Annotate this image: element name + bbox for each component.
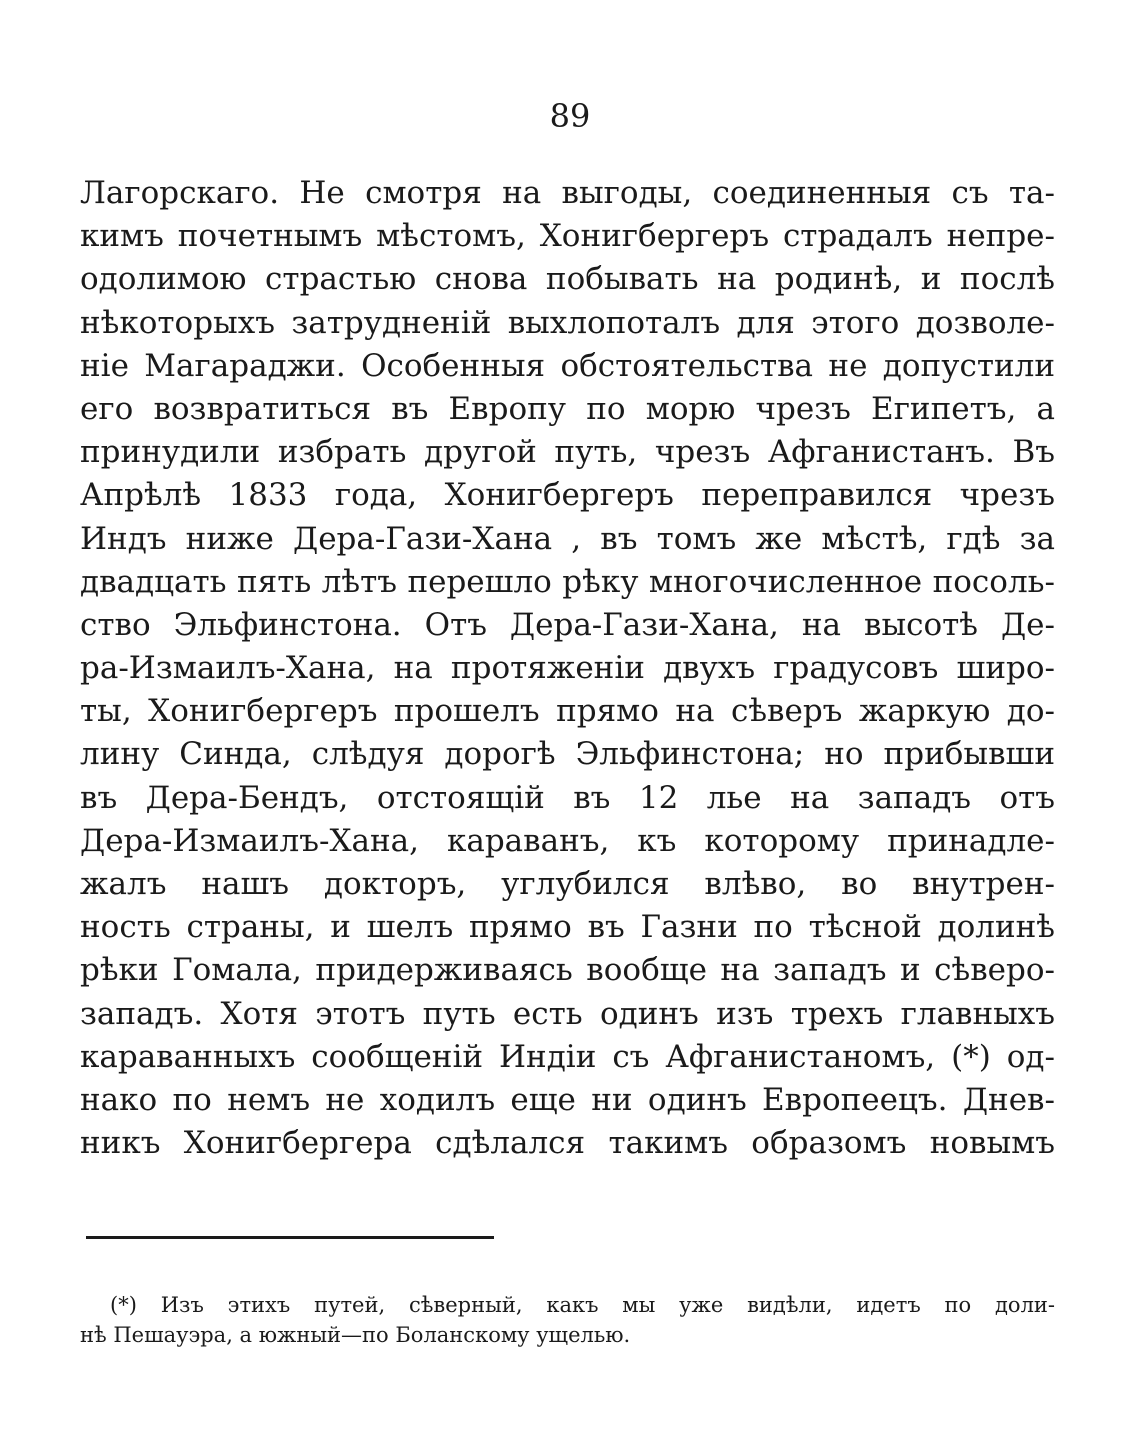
text-line: кимъ почетнымъ мѣстомъ, Хонигбергеръ страдалъ непре- — [80, 218, 1055, 255]
text-line: рѣки Гомала, придерживаясь вообще на западъ и сѣверо- — [80, 952, 1055, 989]
text-line: нѣкоторыхъ затрудненій выхлопоталъ для этого дозволе- — [80, 304, 1055, 341]
text-line: въ Дера-Бендъ, отстоящій въ 12 лье на западъ отъ — [80, 779, 1055, 816]
text-line: жалъ нашъ докторъ, углубился влѣво, во внутрен- — [80, 866, 1055, 902]
text-line: его возвратиться въ Европу по морю чрезъ Египетъ, а — [80, 390, 1055, 427]
body-text — [80, 172, 1055, 1165]
text-line: караванныхъ сообщеній Индіи съ Афганистаномъ, (*) од- — [80, 1038, 1055, 1075]
text-line: двадцать пять лѣтъ перешло рѣку многочисленное посоль- — [80, 563, 1055, 600]
text-line: ство Эльфинстона. Отъ Дера-Гази-Хана, на высотѣ Де- — [80, 606, 1055, 643]
text-line: Апрѣлѣ 1833 года, Хонигбергеръ переправился чрезъ — [80, 477, 1055, 514]
page-number: 89 — [549, 97, 591, 135]
text-line: Дера-Измаилъ-Хана, караванъ, къ которому принадле- — [80, 822, 1055, 859]
footnote-line: (*) Изъ этихъ путей, сѣверный, какъ мы уже видѣли, идетъ по доли- — [110, 1293, 1055, 1317]
text-line: Лагорскаго. Не смотря на выгоды, соединенныя съ та- — [80, 175, 1055, 211]
text-line: ніе Магараджи. Особенныя обстоятельства не допустили — [80, 347, 1055, 384]
text-line: одолимою страстью снова побывать на родинѣ, и послѣ — [80, 261, 1055, 298]
text-line: лину Синда, слѣдуя дорогѣ Эльфинстона; но прибывши — [80, 736, 1055, 773]
text-line: ты, Хонигбергеръ прошелъ прямо на сѣверъ жаркую до- — [80, 693, 1055, 730]
text-line: никъ Хонигбергера сдѣлался такимъ образомъ новымъ — [80, 1125, 1055, 1162]
text-line: ра-Измаилъ-Хана, на протяженіи двухъ градусовъ широ- — [80, 650, 1055, 687]
text-line: принудили избрать другой путь, чрезъ Афганистанъ. Въ — [80, 434, 1055, 471]
text-line: ность страны, и шелъ прямо въ Газни по тѣсной долинѣ — [80, 909, 1055, 946]
text-line: западъ. Хотя этотъ путь есть одинъ изъ трехъ главныхъ — [80, 995, 1055, 1032]
footnote-divider — [86, 1236, 494, 1239]
footnote-line: нѣ Пешауэра, а южный—по Боланскому ущелью. — [80, 1323, 631, 1347]
footnote — [80, 1290, 1055, 1350]
text-line: нако по немъ не ходилъ еще ни одинъ Европеецъ. Днев- — [80, 1081, 1055, 1118]
text-line: Индъ ниже Дера-Гази-Хана , въ томъ же мѣстѣ, гдѣ за — [80, 520, 1055, 557]
